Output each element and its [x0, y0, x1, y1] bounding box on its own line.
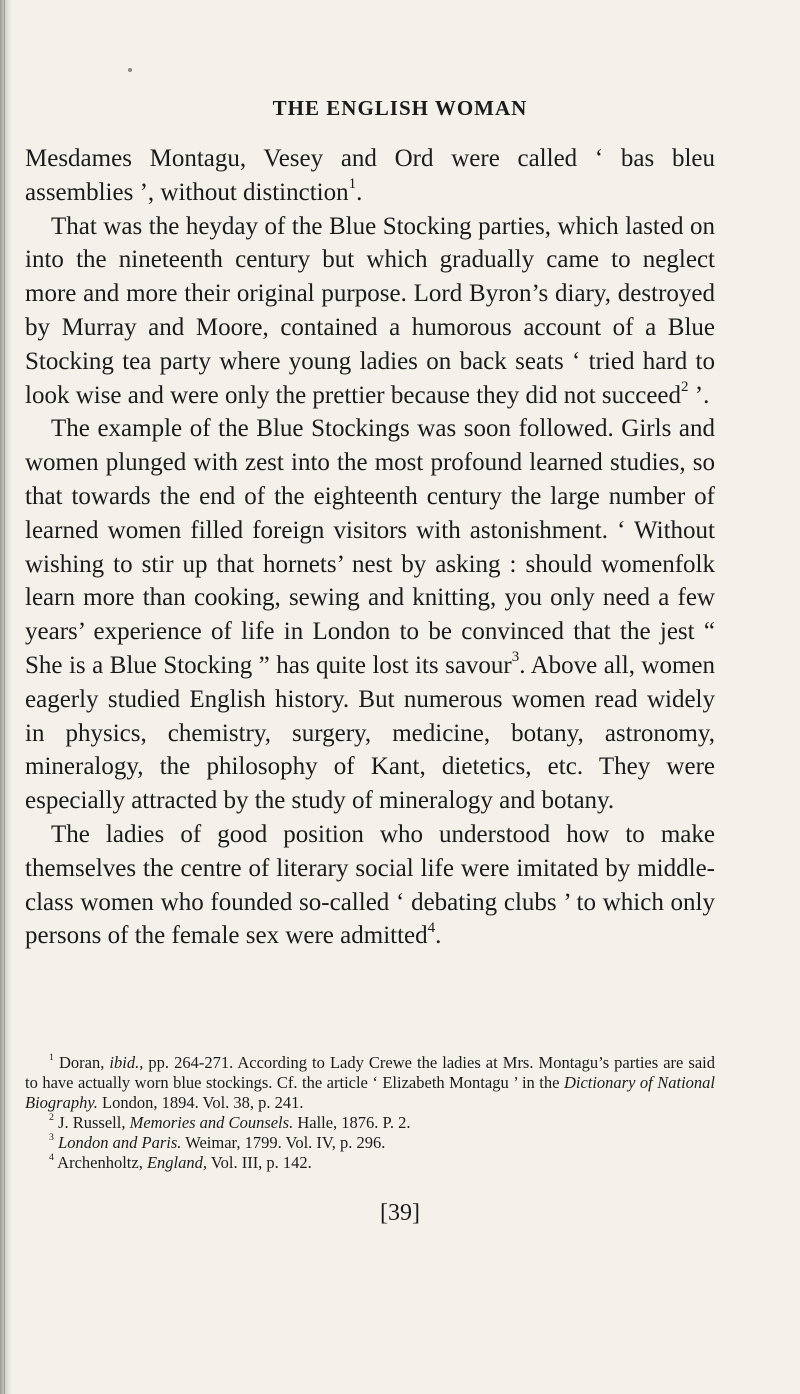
footnotes [25, 1053, 715, 1173]
main-text [25, 142, 715, 953]
paragraph-3: The example of the Blue Stockings was soon followed. Girls and women plunged with zest into the most profound learned studies, so that towards the end of the eighteenth century the large number of learned women filled foreign visitors with astonishment. ‘ Without wishing to stir up that hornets’ nest by asking : should womenfolk learn more than cooking, sewing and knitting, you only need a few years’ experience of life in London to be convinced that the jest “ She is a Blue Stocking ” has quite lost its savour$^3$. Above all, women eagerly studied English history. But numerous women read widely in physics, chemistry, surgery, medicine, botany, astronomy, mineralogy, the philosophy of Kant, dietetics, etc. They were especially attracted by the study of mineralogy and botany. [25, 415, 715, 815]
footnote-ref-1: 1 [348, 176, 357, 193]
page-number: [39] [380, 1200, 420, 1226]
footnote-4: $^4$ Archenholtz, England, Vol. III, p. 142. [49, 1152, 312, 1172]
running-header: THE ENGLISH WOMAN [272, 96, 528, 120]
paragraph-2: That was the heyday of the Blue Stocking parties, which lasted on into the nineteenth century but which gradually came to neglect more and more their original purpose. Lord Byron’s diary, destroyed by Murray and Moore, contained a humorous account of a Blue Stocking tea party where young ladies on back seats ‘ tried hard to look wise and were only the prettier because they did not succeed$^2$ ’. [25, 212, 715, 409]
page-gutter-shadow [0, 0, 12, 1394]
footnote-2: $^2$ J. Russell, Memories and Counsels. Halle, 1876. P. 2. [49, 1112, 411, 1132]
footnote-ref-3: 3 [511, 649, 520, 666]
paragraph-4: The ladies of good position who understood how to make themselves the centre of literary social life were imitated by middle-class women who founded so-called ‘ debating clubs ’ to which only persons of the female sex were admitted$^4$. [25, 820, 715, 950]
binding-edge [4, 0, 5, 1394]
footnote-ref-2: 2 [681, 379, 689, 395]
footnote-3: $^3$ London and Paris. Weimar, 1799. Vol. IV, p. 296. [49, 1132, 386, 1152]
paragraph-1: Mesdames Montagu, Vesey and Ord were called ‘ bas bleu assemblies ’, without distinction$^1$. [25, 145, 715, 206]
speck [128, 68, 132, 72]
footnote-ref-4: 4 [427, 919, 436, 936]
footnote-1: $^1$ Doran, ibid., pp. 264-271. According to Lady Crewe the ladies at Mrs. Montagu’s parties are said to have actually worn blue stockings. Cf. the article ‘ Elizabeth Montagu ’ in the Dictionary of National Biography. London, 1894. Vol. 38, p. 241. [25, 1052, 716, 1112]
